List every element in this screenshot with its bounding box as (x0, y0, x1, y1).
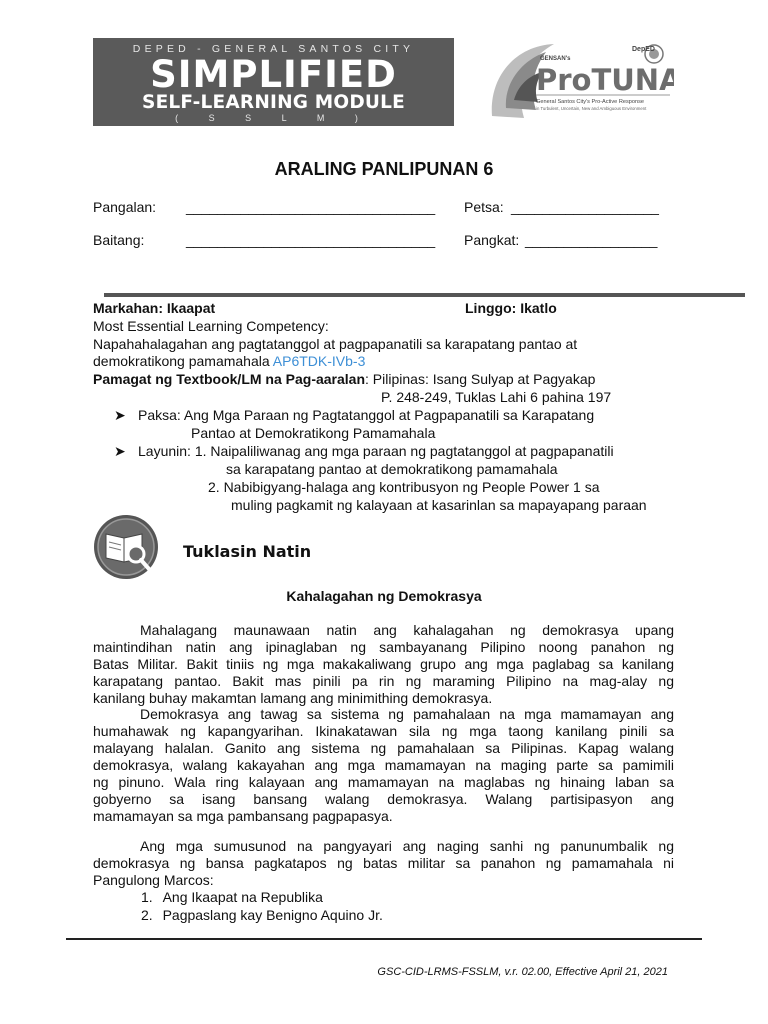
grade-label: Baitang: (93, 232, 145, 248)
paragraph-line: demokrasya ng bansa pagkatapos ng batas militar sa panahon ng pamamahala ni (93, 855, 674, 871)
paragraph-line: demokrasya, walang kakayahan ang mga mamamayan na maging parte sa pamimili (93, 757, 674, 773)
paragraph-line: ng pinuno. Wala ring kalayaan ang mamamayan na maglabas ng hinaing laban sa (93, 774, 674, 790)
melc-code: AP6TDK-IVb-3 (272, 353, 366, 369)
section-subtitle: Kahalagahan ng Demokrasya (286, 588, 482, 604)
date-label: Petsa: (464, 199, 504, 215)
list-number: 1. (141, 889, 153, 905)
melc-text: demokratikong pamamahala (93, 353, 270, 369)
sslm-banner (93, 38, 454, 126)
list-number: 2. (141, 907, 153, 923)
paragraph-3 (93, 838, 674, 889)
name-label: Pangalan: (93, 199, 157, 215)
textbook-pages: P. 248-249, Tuklas Lahi 6 pahina 197 (381, 389, 612, 405)
list-item (141, 907, 383, 924)
paragraph-line: maintindihan natin ang ipinaglaban ng sambayanang Pilipino noong panahon ng (93, 639, 674, 655)
paragraph-line: Demokrasya ang tawag sa sistema ng pamahalaan na mga mamamayan ang (140, 706, 674, 722)
svg-text:DepED: DepED (632, 46, 655, 53)
topic-line2: Pantao at Demokratikong Pamamahala (191, 425, 436, 441)
section-label: Pangkat: (464, 232, 520, 248)
list-item (141, 889, 323, 906)
section-field[interactable]: _________________ (525, 232, 658, 248)
paragraph-line: Batas Militar. Bakit tiniis ng mga makakaliwang grupo ang mga paglabag sa kanilang (93, 656, 674, 672)
paragraph-line: Mahalagang maunawaan natin ang kahalagahan ng demokrasya upang (140, 622, 674, 638)
footer-divider (66, 938, 702, 940)
paragraph-line: karapatang pantao. Bakit mas pinili pa rin ng maraming Pilipino na mag-alay ng (93, 673, 674, 689)
melc-text-line1: Napahahalagahan ang pagtatanggol at pagpapanatili sa karapatang pantao at (93, 336, 578, 352)
paragraph-line: malayang halalan. Ganito ang sistema ng pamahalaan sa Pilipinas. Kapag walang (93, 740, 674, 756)
paragraph-2 (93, 706, 674, 825)
quarter-label: Markahan: Ikaapat (93, 300, 216, 316)
grade-field[interactable]: ________________________________ (186, 232, 436, 248)
date-field[interactable]: ___________________ (511, 199, 659, 215)
paragraph-line: kanilang buhay makamtan lamang ang minimithing demokrasya. (93, 690, 493, 706)
melc-label: Most Essential Learning Competency: (93, 318, 329, 334)
arrowhead-bullet-icon: ➤ (114, 443, 126, 459)
banner-abbrev: ( S S L M ) (175, 113, 372, 123)
document-title: ARALING PANLIPUNAN 6 (274, 159, 494, 179)
paragraph-line: humahawak ng kapangyarihan. Ikinakatawan sila ng mga taong kanilang pinili sa (93, 723, 674, 739)
paragraph-line: mamamayan sa mga pambansang pagpapasya. (93, 808, 393, 824)
banner-title: SIMPLIFIED (150, 53, 397, 96)
name-field[interactable]: ________________________________ (186, 199, 436, 215)
protuna-logo-icon (484, 38, 674, 128)
svg-text:ProTUNA: ProTUNA (536, 63, 674, 97)
objective-line1: Layunin: 1. Naipaliliwanag ang mga paraan ng pagtatanggol at pagpapanatili (138, 443, 614, 459)
svg-text:GENSAN's: GENSAN's (540, 56, 571, 62)
objective-line4: muling pagkamit ng kalayaan at kasarinlan sa mapayapang paraan (231, 497, 647, 513)
book-magnifier-icon (93, 514, 159, 580)
svg-text:General Santos City's Pro-Acti: General Santos City's Pro-Active Response (536, 99, 645, 105)
banner-top-text: DEPED - GENERAL SANTOS CITY (132, 43, 415, 55)
footer-text: GSC-CID-LRMS-FSSLM, v.r. 02.00, Effective April 21, 2021 (377, 966, 668, 978)
arrowhead-bullet-icon: ➤ (114, 407, 126, 423)
paragraph-line: Pangulong Marcos: (93, 872, 214, 888)
section-title: Tuklasin Natin (183, 542, 312, 561)
list-text: Ang Ikaapat na Republika (162, 889, 323, 905)
header-divider (104, 293, 745, 297)
textbook-line (93, 371, 595, 388)
list-text: Pagpaslang kay Benigno Aquino Jr. (162, 907, 383, 923)
banner-subtitle: SELF-LEARNING MODULE (142, 92, 405, 113)
paragraph-line: Ang mga sumusunod na pangyayari ang naging sanhi ng panunumbalik ng (140, 838, 674, 854)
textbook-label: Pamagat ng Textbook/LM na Pag-aaralan (93, 371, 366, 387)
melc-text-line2 (93, 353, 365, 370)
svg-text:in Turbulent, Uncertain, New a: in Turbulent, Uncertain, New and Ambiguous Environment (536, 106, 647, 111)
protuna-logo (484, 38, 674, 128)
week-label: Linggo: Ikatlo (465, 300, 557, 316)
objective-line3: 2. Nabibigyang-halaga ang kontribusyon ng People Power 1 sa (208, 479, 600, 495)
topic-line1: Paksa: Ang Mga Paraan ng Pagtatanggol at Pagpapanatili sa Karapatang (138, 407, 595, 423)
paragraph-line: gobyerno sa isang bansang walang demokrasya. Walang partisipasyon ang (93, 791, 674, 807)
objective-line2: sa karapatang pantao at demokratikong pamamahala (226, 461, 558, 477)
textbook-value: : Pilipinas: Isang Sulyap at Pagyakap (365, 371, 596, 387)
paragraph-1 (93, 622, 674, 707)
